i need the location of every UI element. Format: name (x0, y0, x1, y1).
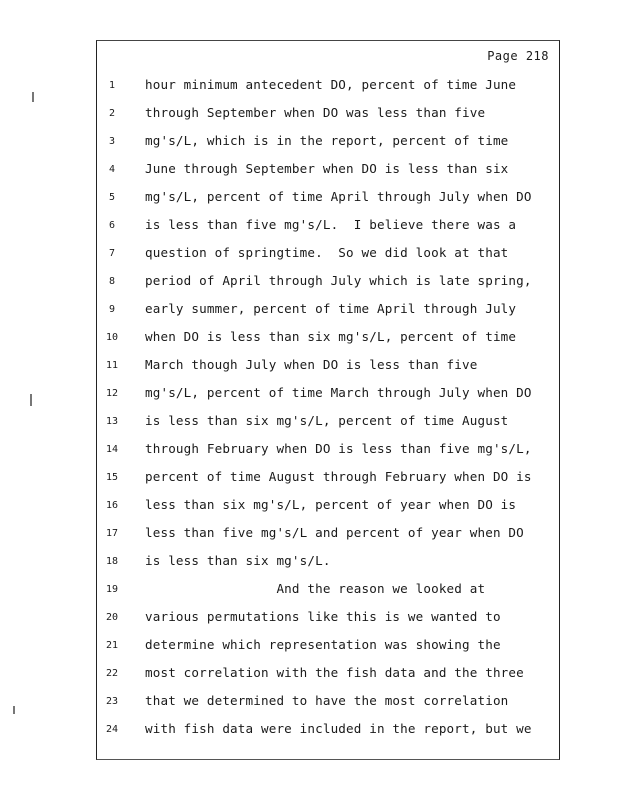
line-number: 24 (105, 724, 119, 735)
line-text: early summer, percent of time April through July (145, 301, 517, 316)
line-number: 17 (105, 528, 119, 539)
transcript-line (97, 665, 559, 685)
transcript-line (97, 301, 559, 321)
margin-mark (30, 394, 32, 406)
line-number: 2 (108, 108, 116, 119)
line-number: 1 (108, 80, 116, 91)
transcript-line (97, 161, 559, 181)
line-number: 19 (105, 584, 119, 595)
line-text: less than five mg's/L and percent of year when DO (145, 525, 524, 540)
line-number: 6 (108, 220, 116, 231)
line-number: 18 (105, 556, 119, 567)
transcript-line (97, 637, 559, 657)
transcript-line (97, 385, 559, 405)
page-number: Page 218 (487, 49, 549, 63)
line-number: 4 (108, 164, 116, 175)
line-text: various permutations like this is we wanted to (145, 609, 501, 624)
line-number: 14 (105, 444, 119, 455)
line-number: 13 (105, 416, 119, 427)
line-text: mg's/L, which is in the report, percent of time (145, 133, 509, 148)
transcript-line (97, 77, 559, 97)
transcript-line (97, 609, 559, 629)
line-text: when DO is less than six mg's/L, percent of time (145, 329, 517, 344)
transcript-line (97, 273, 559, 293)
line-text: March though July when DO is less than five (145, 357, 478, 372)
line-number: 16 (105, 500, 119, 511)
line-text: with fish data were included in the report, but we (145, 721, 532, 736)
transcript-line (97, 469, 559, 489)
line-number: 12 (105, 388, 119, 399)
line-number: 21 (105, 640, 119, 651)
line-text: determine which representation was showing the (145, 637, 501, 652)
line-number: 9 (108, 304, 116, 315)
transcript-line (97, 525, 559, 545)
transcript-line (97, 189, 559, 209)
line-text: percent of time August through February when DO is (145, 469, 532, 484)
line-text: most correlation with the fish data and the three (145, 665, 524, 680)
line-text: question of springtime. So we did look at that (145, 245, 509, 260)
line-text: through September when DO was less than five (145, 105, 486, 120)
line-text: through February when DO is less than five mg's/L, (145, 441, 532, 456)
line-number: 11 (105, 360, 119, 371)
line-text: And the reason we looked at (145, 581, 486, 596)
transcript-line (97, 105, 559, 125)
line-text: less than six mg's/L, percent of year when DO is (145, 497, 517, 512)
line-text: hour minimum antecedent DO, percent of time June (145, 77, 517, 92)
line-text: June through September when DO is less than six (145, 161, 509, 176)
line-number: 15 (105, 472, 119, 483)
transcript-line (97, 553, 559, 573)
transcript-line (97, 217, 559, 237)
line-number: 22 (105, 668, 119, 679)
margin-mark (13, 706, 15, 714)
line-text: that we determined to have the most correlation (145, 693, 509, 708)
transcript-line (97, 413, 559, 433)
line-text: is less than six mg's/L. (145, 553, 331, 568)
transcript-page (96, 40, 560, 760)
line-number: 7 (108, 248, 116, 259)
transcript-line (97, 329, 559, 349)
line-text: mg's/L, percent of time April through July when DO (145, 189, 532, 204)
transcript-line (97, 581, 559, 601)
line-number: 10 (105, 332, 119, 343)
transcript-line (97, 441, 559, 461)
line-text: period of April through July which is late spring, (145, 273, 532, 288)
line-number: 3 (108, 136, 116, 147)
transcript-line (97, 693, 559, 713)
margin-mark (32, 92, 34, 102)
transcript-line (97, 497, 559, 517)
line-number: 23 (105, 696, 119, 707)
transcript-line (97, 721, 559, 741)
transcript-line (97, 357, 559, 377)
transcript-line (97, 245, 559, 265)
transcript-line (97, 133, 559, 153)
line-text: is less than six mg's/L, percent of time August (145, 413, 509, 428)
line-text: is less than five mg's/L. I believe there was a (145, 217, 517, 232)
line-number: 8 (108, 276, 116, 287)
line-number: 5 (108, 192, 116, 203)
line-number: 20 (105, 612, 119, 623)
line-text: mg's/L, percent of time March through July when DO (145, 385, 532, 400)
